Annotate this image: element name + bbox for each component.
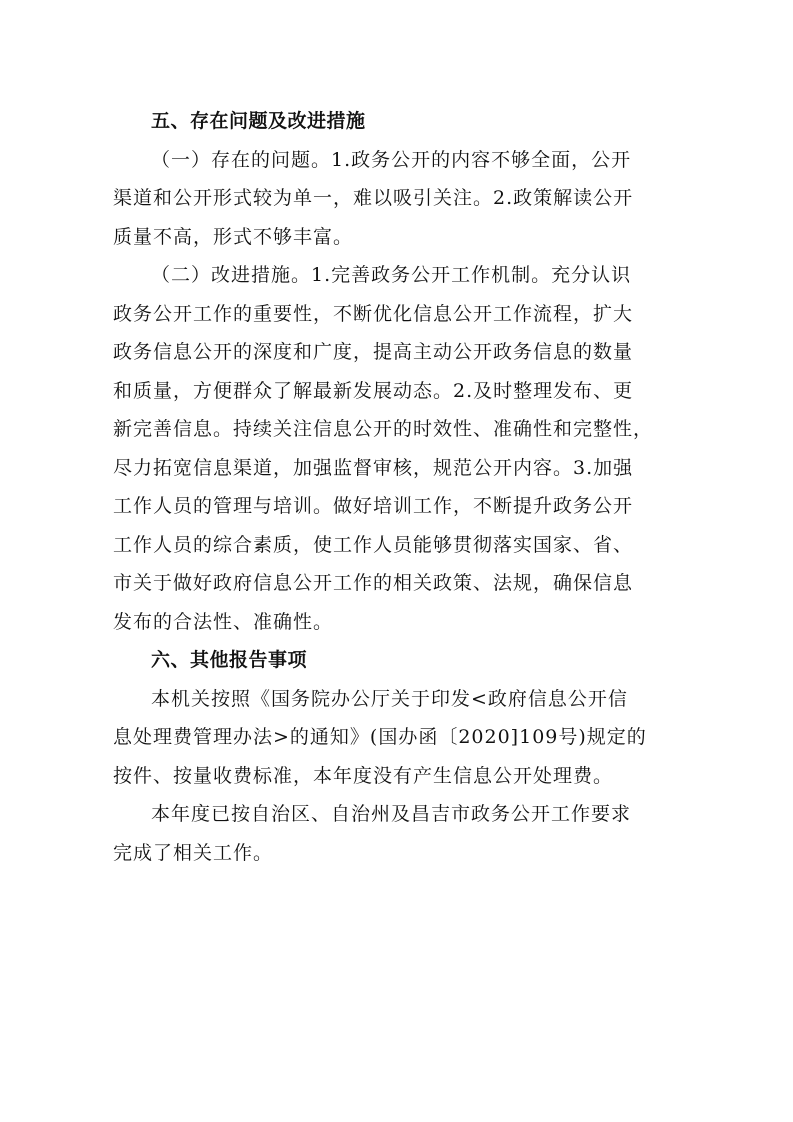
paragraph-line: 发布的合法性、准确性。 [113, 610, 334, 633]
paragraph-line: 质量不高，形式不够丰富。 [113, 225, 354, 248]
paragraph-line: 尽力拓宽信息渠道，加强监督审核，规范公开内容。3.加强 [113, 456, 634, 479]
paragraph-line: 政务公开工作的重要性，不断优化信息公开工作流程，扩大 [113, 302, 634, 325]
paragraph-line: 按件、按量收费标准，本年度没有产生信息公开处理费。 [113, 764, 614, 787]
paragraph-line: （二）改进措施。1.完善政务公开工作机制。充分认识 [151, 264, 632, 286]
paragraph-line: 工作人员的综合素质，使工作人员能够贯彻落实国家、省、 [113, 533, 634, 556]
measures-paragraph [113, 256, 679, 641]
paragraph-line: 和质量，方便群众了解最新发展动态。2.及时整理发布、更 [113, 379, 634, 402]
document-body [113, 102, 679, 872]
paragraph-line: 市关于做好政府信息公开工作的相关政策、法规，确保信息 [113, 572, 634, 594]
section-5-heading: 五、存在问题及改进措施 [151, 110, 366, 132]
paragraph-line: 政务信息公开的深度和广度，提高主动公开政务信息的数量 [113, 341, 634, 363]
paragraph-line: 息处理费管理办法>的通知》(国办函〔2020]109号)规定的 [113, 726, 647, 748]
paragraph-line: 工作人员的管理与培训。做好培训工作，不断提升政务公开 [113, 495, 634, 517]
problems-paragraph [113, 141, 679, 257]
completion-paragraph [113, 795, 679, 872]
fees-paragraph [113, 680, 679, 796]
paragraph-line: 新完善信息。持续关注信息公开的时效性、准确性和完整性， [113, 418, 654, 440]
paragraph-line: 本年度已按自治区、自治州及昌吉市政务公开工作要求 [151, 803, 632, 825]
paragraph-line: 本机关按照《国务院办公厅关于印发<政府信息公开信 [151, 687, 628, 710]
paragraph-line: （一）存在的问题。1.政务公开的内容不够全面，公开 [151, 148, 632, 171]
paragraph-line: 完成了相关工作。 [113, 841, 274, 864]
section-6-heading: 六、其他报告事项 [151, 649, 308, 671]
paragraph-line: 渠道和公开形式较为单一，难以吸引关注。2.政策解读公开 [113, 187, 634, 209]
